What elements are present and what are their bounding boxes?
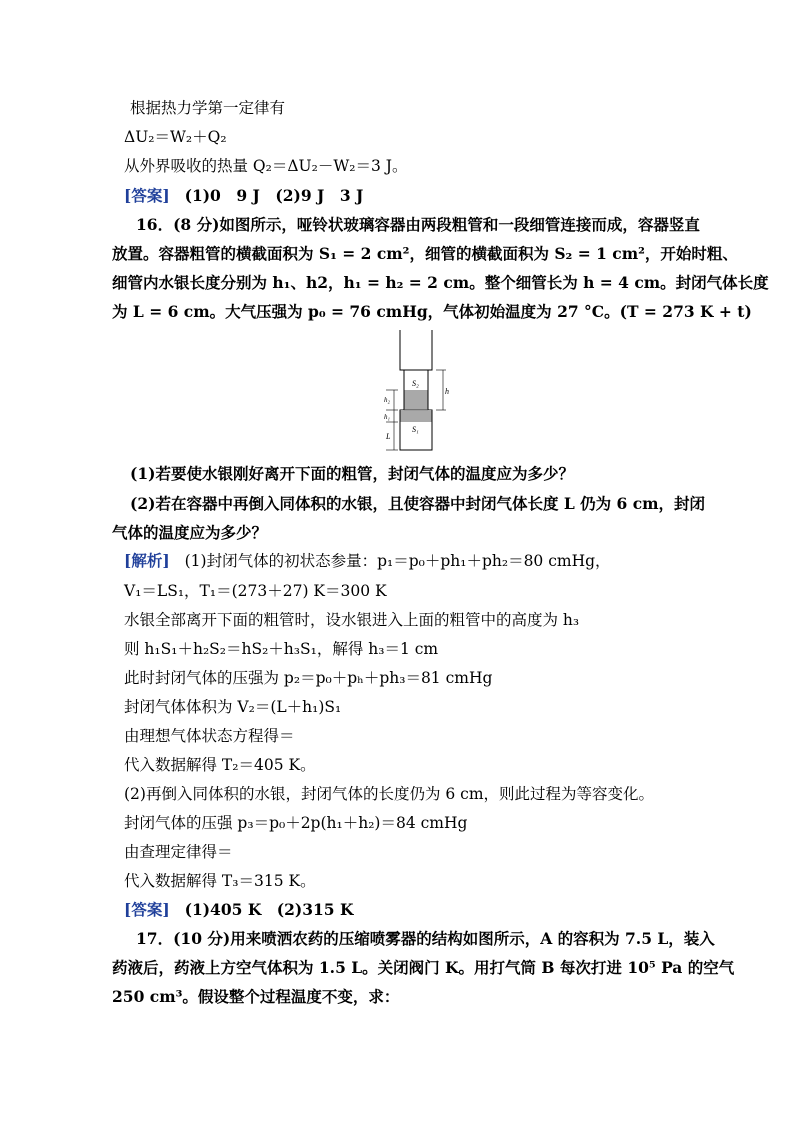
solution-line: 代入数据解得 T₃＝315 K。 <box>124 872 316 890</box>
text-line: 根据热力学第一定律有 <box>130 99 286 117</box>
solution-line: (2)再倒入同体积的水银，封闭气体的长度仍为 6 cm，则此过程为等容变化。 <box>124 785 655 803</box>
answer-tag: [答案] <box>124 186 170 205</box>
answer-tag: [答案] <box>124 900 170 919</box>
solution-line: 由查理定律得＝ <box>124 843 233 861</box>
question-16-line: 16．(8 分)如图所示，哑铃状玻璃容器由两段粗管和一段细管连接而成，容器竖直 <box>136 215 700 234</box>
question-16-line: 放置。容器粗管的横截面积为 S₁ = 2 cm²，细管的横截面积为 S₂ = 1 cm²，开始时粗、 <box>112 244 738 263</box>
solution-line: 由理想气体状态方程得＝ <box>124 727 295 745</box>
question-17-line: 250 cm³。假设整个过程温度不变，求： <box>112 987 400 1006</box>
label-h: h <box>445 387 449 396</box>
sub-question: (2)若在容器中再倒入同体积的水银，且使容器中封闭气体长度 L 仍为 6 cm，封闭 <box>130 494 706 513</box>
question-17-line: 药液后，药液上方空气体积为 1.5 L。关闭阀门 K。用打气筒 B 每次打进 10⁵ Pa 的空气 <box>112 958 735 977</box>
answer-text: (1)0 9 J (2)9 J 3 J <box>184 186 364 205</box>
solution-line: V₁＝LS₁，T₁＝(273＋27) K＝300 K <box>124 582 387 600</box>
solution-line: 水银全部离开下面的粗管时，设水银进入上面的粗管中的高度为 h₃ <box>124 611 580 629</box>
text-line: ΔU₂＝W₂＋Q₂ <box>124 128 227 146</box>
label-h2: h₂ <box>384 396 390 404</box>
solution-line: 代入数据解得 T₂＝405 K。 <box>124 756 316 774</box>
dumbbell-container-figure <box>374 330 454 455</box>
sub-question: (1)若要使水银刚好离开下面的粗管，封闭气体的温度应为多少？ <box>130 464 574 483</box>
label-s2: S₂ <box>412 379 419 388</box>
solution-text: (1)封闭气体的初状态参量：p₁＝p₀＋ph₁＋ph₂＝80 cmHg， <box>184 552 611 570</box>
solution-line: 则 h₁S₁＋h₂S₂＝hS₂＋h₃S₁，解得 h₃＝1 cm <box>124 640 439 658</box>
question-16-line: 细管内水银长度分别为 h₁、h2，h₁ = h₂ = 2 cm。整个细管长为 h = 4 cm。封闭气体长度 <box>112 273 769 292</box>
label-s1: S₁ <box>412 425 419 434</box>
question-16-line: 为 L = 6 cm。大气压强为 p₀ = 76 cmHg，气体初始温度为 27 °C。(T = 273 K + t) <box>112 302 752 321</box>
question-17-line: 17．(10 分)用来喷洒农药的压缩喷雾器的结构如图所示，A 的容积为 7.5 L，装入 <box>136 929 715 948</box>
solution-line: 此时封闭气体的压强为 p₂＝p₀＋pₕ＋ph₃＝81 cmHg <box>124 669 493 687</box>
label-h1: h₁ <box>384 413 390 421</box>
solution-tag: [解析] <box>124 551 170 570</box>
solution-line: 封闭气体的压强 p₃＝p₀＋2p(h₁＋h₂)＝84 cmHg <box>124 814 468 832</box>
answer-text: (1)405 K (2)315 K <box>184 900 354 919</box>
text-line: 从外界吸收的热量 Q₂＝ΔU₂－W₂＝3 J。 <box>124 157 408 175</box>
label-l: L <box>386 432 391 441</box>
solution-line: 封闭气体体积为 V₂＝(L＋h₁)S₁ <box>124 698 342 716</box>
sub-question: 气体的温度应为多少？ <box>112 523 268 542</box>
